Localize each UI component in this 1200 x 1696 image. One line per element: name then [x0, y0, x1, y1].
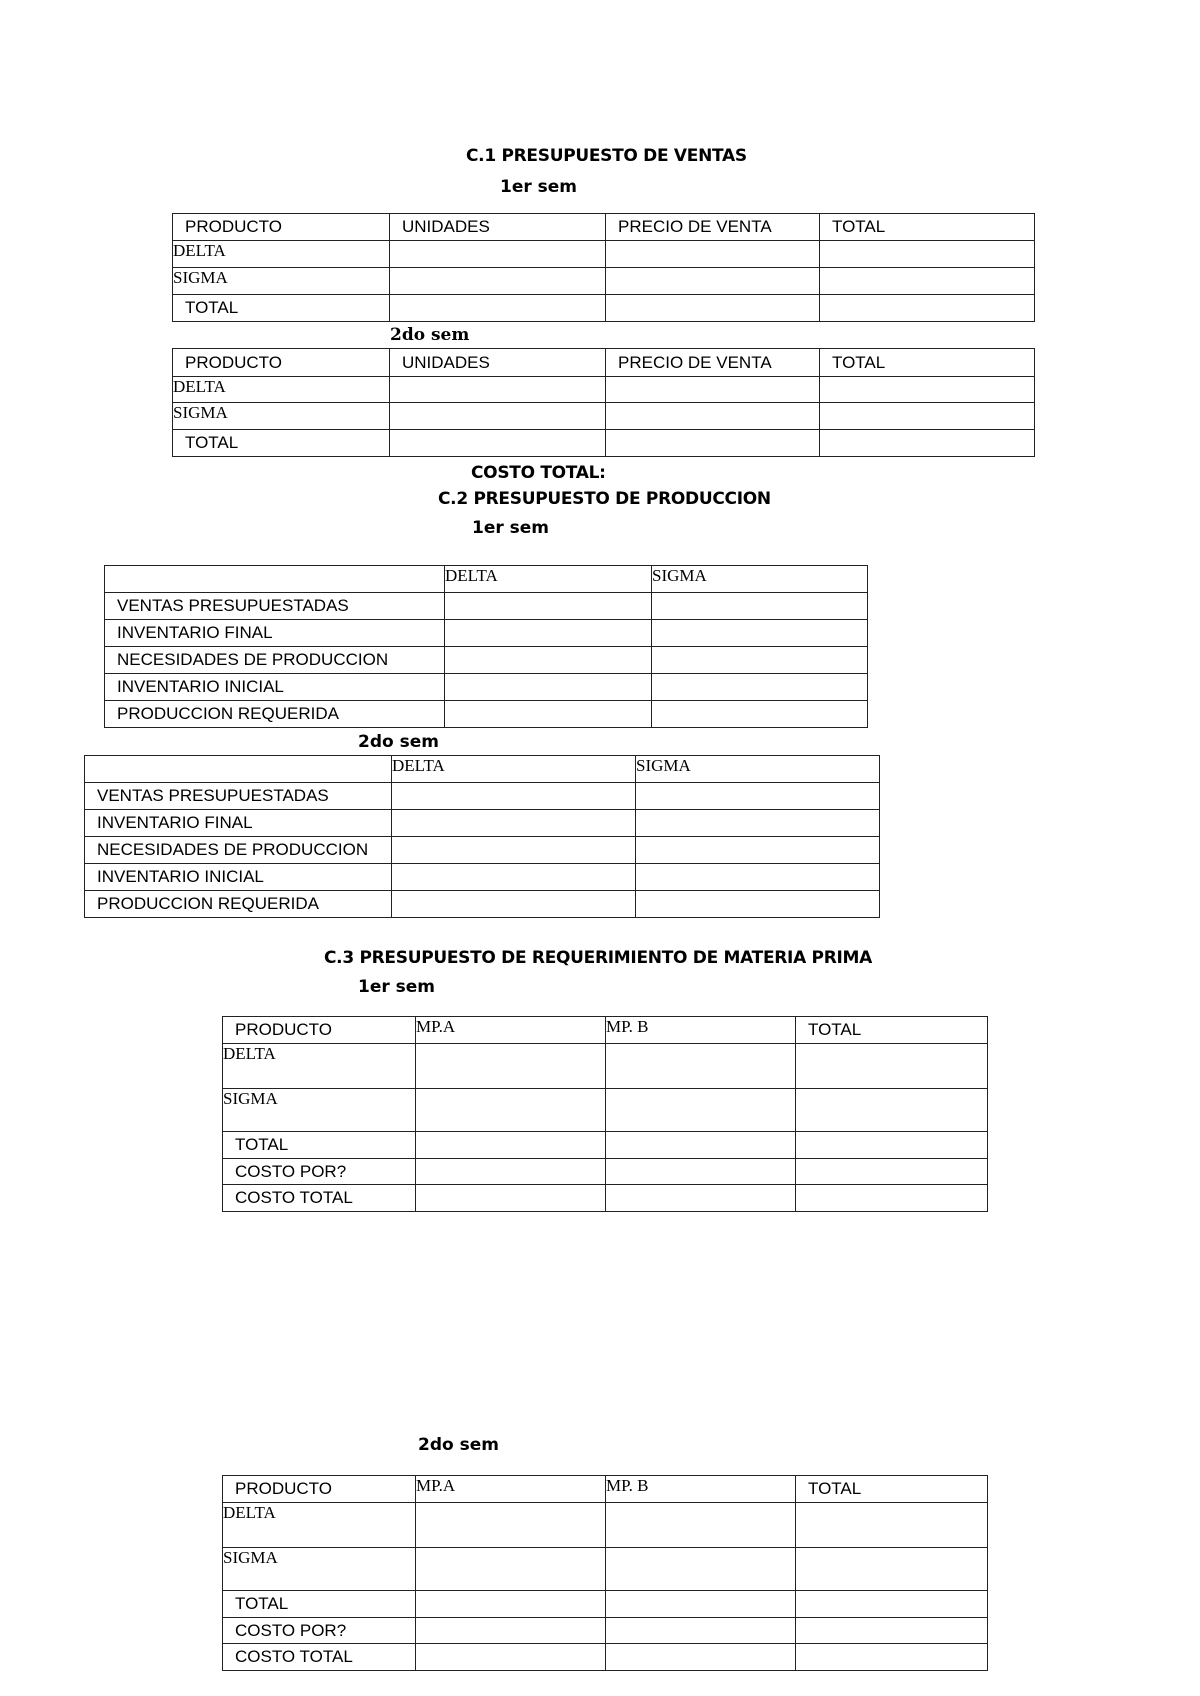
header-total: TOTAL — [796, 1017, 988, 1044]
c1-sem1-label: 1er sem — [500, 177, 578, 197]
header-blank — [85, 756, 392, 783]
cell-mp-a — [416, 1089, 606, 1132]
cell-delta — [392, 783, 636, 810]
cell-unidades — [390, 268, 606, 295]
row-label-delta: DELTA — [223, 1503, 416, 1548]
cell-precio — [606, 430, 820, 457]
cell-delta — [445, 593, 652, 620]
cell-sigma — [636, 837, 880, 864]
cell-total — [796, 1132, 988, 1159]
cell-mp-b — [606, 1644, 796, 1671]
row-label-sigma: SIGMA — [223, 1548, 416, 1591]
header-total: TOTAL — [820, 214, 1035, 241]
c2-title: C.2 PRESUPUESTO DE PRODUCCION — [438, 489, 771, 509]
cell-precio — [606, 241, 820, 268]
header-sigma: SIGMA — [636, 756, 880, 783]
cell-precio — [606, 268, 820, 295]
row-label-total: TOTAL — [173, 295, 390, 322]
header-producto: PRODUCTO — [173, 349, 390, 377]
cell-delta — [392, 810, 636, 837]
cell-total — [820, 430, 1035, 457]
row-label-total: TOTAL — [173, 430, 390, 457]
row-label-produccion-requerida: PRODUCCION REQUERIDA — [105, 701, 445, 728]
row-label-sigma: SIGMA — [173, 268, 390, 295]
cell-mp-b — [606, 1503, 796, 1548]
cell-precio — [606, 403, 820, 430]
cell-total — [796, 1185, 988, 1212]
c3-table-sem1 — [222, 1016, 988, 1212]
cell-total — [796, 1548, 988, 1591]
row-label-delta: DELTA — [173, 377, 390, 403]
header-producto: PRODUCTO — [173, 214, 390, 241]
c3-sem1-label: 1er sem — [358, 977, 436, 997]
row-label-ventas-presupuestadas: VENTAS PRESUPUESTADAS — [85, 783, 392, 810]
cell-mp-a — [416, 1132, 606, 1159]
header-total: TOTAL — [796, 1476, 988, 1503]
row-label-total: TOTAL — [223, 1132, 416, 1159]
cell-mp-a — [416, 1185, 606, 1212]
c1-sem2-label: 2do sem — [390, 325, 470, 345]
row-label-inventario-inicial: INVENTARIO INICIAL — [105, 674, 445, 701]
cell-unidades — [390, 295, 606, 322]
cell-mp-a — [416, 1591, 606, 1618]
header-delta: DELTA — [445, 566, 652, 593]
cell-total — [820, 377, 1035, 403]
cell-sigma — [652, 647, 868, 674]
cell-sigma — [636, 891, 880, 918]
cell-mp-a — [416, 1503, 606, 1548]
row-label-inventario-inicial: INVENTARIO INICIAL — [85, 864, 392, 891]
cell-mp-b — [606, 1591, 796, 1618]
header-precio-de-venta: PRECIO DE VENTA — [606, 349, 820, 377]
cell-mp-b — [606, 1159, 796, 1185]
cell-total — [796, 1644, 988, 1671]
c1-title: C.1 PRESUPUESTO DE VENTAS — [466, 146, 747, 166]
cell-mp-a — [416, 1618, 606, 1644]
cell-sigma — [636, 864, 880, 891]
cell-mp-a — [416, 1548, 606, 1591]
row-label-inventario-final: INVENTARIO FINAL — [105, 620, 445, 647]
header-mp-b: MP. B — [606, 1017, 796, 1044]
cell-total — [820, 403, 1035, 430]
header-blank — [105, 566, 445, 593]
cell-sigma — [652, 593, 868, 620]
cell-unidades — [390, 241, 606, 268]
c3-title: C.3 PRESUPUESTO DE REQUERIMIENTO DE MATERIA PRIMA — [324, 948, 873, 968]
row-label-sigma: SIGMA — [223, 1089, 416, 1132]
row-label-ventas-presupuestadas: VENTAS PRESUPUESTADAS — [105, 593, 445, 620]
cell-mp-b — [606, 1548, 796, 1591]
c2-table-sem1 — [104, 565, 868, 728]
row-label-costo-total: COSTO TOTAL — [223, 1185, 416, 1212]
cell-mp-a — [416, 1044, 606, 1089]
row-label-costo-por: COSTO POR? — [223, 1159, 416, 1185]
row-label-total: TOTAL — [223, 1591, 416, 1618]
cell-delta — [392, 891, 636, 918]
header-delta: DELTA — [392, 756, 636, 783]
cell-unidades — [390, 377, 606, 403]
c1-costo-total: COSTO TOTAL: — [471, 463, 606, 483]
cell-sigma — [636, 783, 880, 810]
cell-delta — [392, 837, 636, 864]
cell-mp-a — [416, 1159, 606, 1185]
header-precio-de-venta: PRECIO DE VENTA — [606, 214, 820, 241]
cell-delta — [445, 674, 652, 701]
header-producto: PRODUCTO — [223, 1017, 416, 1044]
cell-total — [820, 295, 1035, 322]
header-unidades: UNIDADES — [390, 349, 606, 377]
cell-delta — [445, 620, 652, 647]
header-mp-a: MP.A — [416, 1476, 606, 1503]
cell-total — [796, 1159, 988, 1185]
header-unidades: UNIDADES — [390, 214, 606, 241]
row-label-delta: DELTA — [173, 241, 390, 268]
c2-table-sem2 — [84, 755, 880, 918]
row-label-costo-total: COSTO TOTAL — [223, 1644, 416, 1671]
row-label-costo-por: COSTO POR? — [223, 1618, 416, 1644]
cell-mp-b — [606, 1618, 796, 1644]
row-label-sigma: SIGMA — [173, 403, 390, 430]
cell-mp-a — [416, 1644, 606, 1671]
cell-total — [796, 1591, 988, 1618]
cell-total — [796, 1618, 988, 1644]
row-label-necesidades-de-produccion: NECESIDADES DE PRODUCCION — [105, 647, 445, 674]
cell-sigma — [636, 810, 880, 837]
cell-total — [796, 1044, 988, 1089]
row-label-delta: DELTA — [223, 1044, 416, 1089]
cell-unidades — [390, 430, 606, 457]
header-producto: PRODUCTO — [223, 1476, 416, 1503]
cell-mp-b — [606, 1089, 796, 1132]
header-total: TOTAL — [820, 349, 1035, 377]
c3-sem2-label: 2do sem — [418, 1435, 499, 1455]
cell-mp-b — [606, 1044, 796, 1089]
row-label-produccion-requerida: PRODUCCION REQUERIDA — [85, 891, 392, 918]
cell-unidades — [390, 403, 606, 430]
cell-sigma — [652, 701, 868, 728]
header-mp-a: MP.A — [416, 1017, 606, 1044]
row-label-inventario-final: INVENTARIO FINAL — [85, 810, 392, 837]
cell-sigma — [652, 674, 868, 701]
cell-delta — [392, 864, 636, 891]
cell-total — [796, 1089, 988, 1132]
cell-mp-b — [606, 1185, 796, 1212]
header-sigma: SIGMA — [652, 566, 868, 593]
row-label-necesidades-de-produccion: NECESIDADES DE PRODUCCION — [85, 837, 392, 864]
c1-table-sem2 — [172, 348, 1035, 457]
cell-total — [820, 241, 1035, 268]
c2-sem1-label: 1er sem — [472, 518, 550, 538]
c2-sem2-label: 2do sem — [358, 732, 439, 752]
cell-total — [796, 1503, 988, 1548]
cell-delta — [445, 701, 652, 728]
cell-total — [820, 268, 1035, 295]
cell-precio — [606, 377, 820, 403]
c1-table-sem1 — [172, 213, 1035, 322]
c3-table-sem2 — [222, 1475, 988, 1671]
cell-sigma — [652, 620, 868, 647]
cell-mp-b — [606, 1132, 796, 1159]
header-mp-b: MP. B — [606, 1476, 796, 1503]
cell-delta — [445, 647, 652, 674]
cell-precio — [606, 295, 820, 322]
